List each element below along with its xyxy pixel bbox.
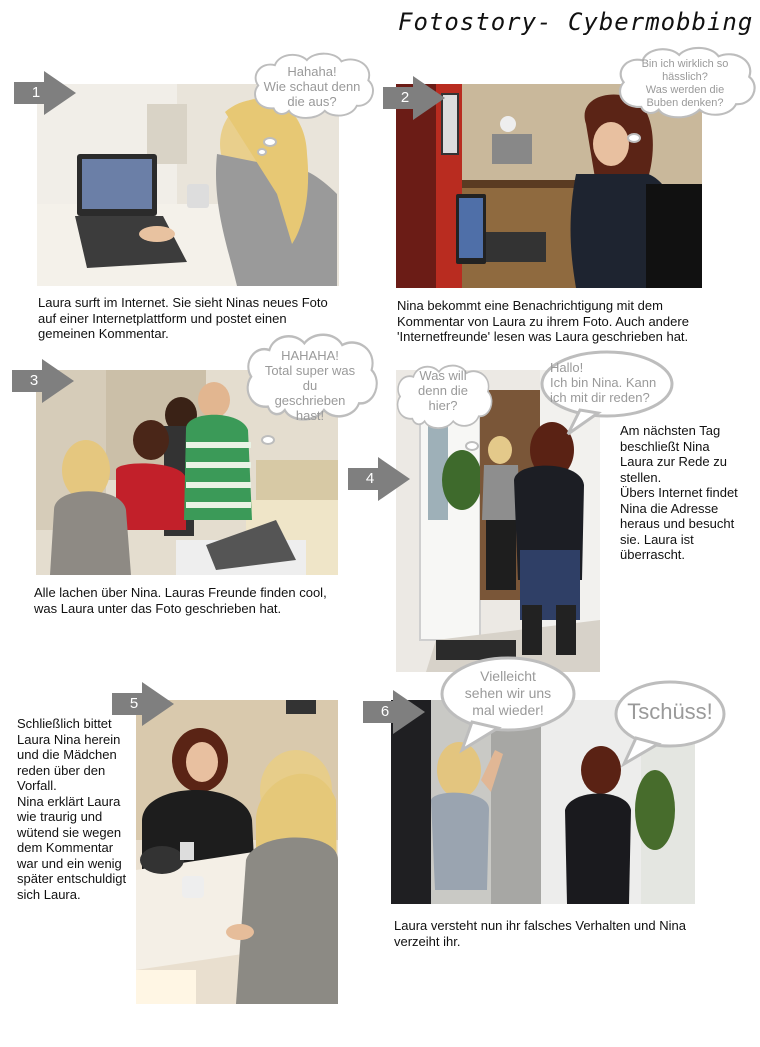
caption-panel-1: Laura surft im Internet. Sie sieht Ninas neues Foto auf einer Internetplattform und postet einen gemeinen Kommentar. — [38, 295, 328, 341]
speech-bubble-panel-6 — [440, 656, 576, 734]
page-title: Fotostory- Cybermobbing — [398, 8, 754, 36]
bubble-text: Tschüss! — [627, 699, 713, 724]
bubble-text: Bin ich wirklich so hässlich? Was werden die Buben denken? — [641, 58, 729, 109]
thought-bubble-panel-1 — [248, 50, 376, 134]
panel-2-number-arrow — [383, 76, 445, 120]
panel-4-number-arrow — [348, 457, 410, 501]
panel-number: 4 — [365, 470, 375, 487]
caption-panel-2: Nina bekommt eine Benachrichtigung mit dem Kommentar von Laura zu ihrem Foto. Auch andere 'Internetfreunde' lesen was Laura geschrieben hat. — [397, 298, 689, 344]
thought-bubble-panel-4 — [392, 362, 494, 442]
bubble-text: Was will denn die hier? — [418, 368, 468, 413]
panel-6-number-arrow — [363, 690, 425, 734]
speech-bubble-panel-6-second — [614, 680, 726, 752]
caption-panel-3: Alle lachen über Nina. Lauras Freunde finden cool, was Laura unter das Foto geschrieben hat. — [34, 585, 327, 616]
panel-number: 2 — [400, 89, 410, 106]
bubble-text: Vielleicht sehen wir uns mal wieder! — [464, 668, 552, 718]
photo-panel-5 — [136, 700, 338, 1004]
caption-panel-5: Schließlich bittet Laura Nina herein und die Mädchen reden über den Vorfall. Nina erklärt Laura wie traurig und wütend sie wegen dem Kommentar war und ein wenig später entschuldigt sich Laura. — [17, 716, 127, 902]
thought-bubble-panel-3 — [240, 330, 380, 438]
panel-3-number-arrow — [12, 359, 74, 403]
panel-number: 5 — [129, 695, 139, 712]
panel-number: 1 — [31, 84, 41, 101]
bubble-text: Hallo! Ich bin Nina. Kann ich mit dir reden? — [550, 360, 657, 405]
panel-number: 3 — [29, 372, 39, 389]
panel-1-number-arrow — [14, 71, 76, 115]
panel-number: 6 — [380, 703, 390, 720]
caption-panel-4: Am nächsten Tag beschließt Nina Laura zur Rede zu stellen. Übers Internet findet Nina die Adresse heraus und besucht sie. Laura ist überrascht. — [620, 423, 738, 562]
bubble-text: Hahaha! Wie schaut denn die aus? — [263, 64, 361, 109]
caption-panel-6: Laura versteht nun ihr falsches Verhalten und Nina verzeiht ihr. — [394, 918, 686, 949]
thought-bubble-panel-2 — [612, 44, 758, 132]
speech-bubble-panel-4 — [540, 350, 674, 420]
bubble-text: HAHAHA! Total super was du geschrieben hast! — [264, 348, 356, 423]
